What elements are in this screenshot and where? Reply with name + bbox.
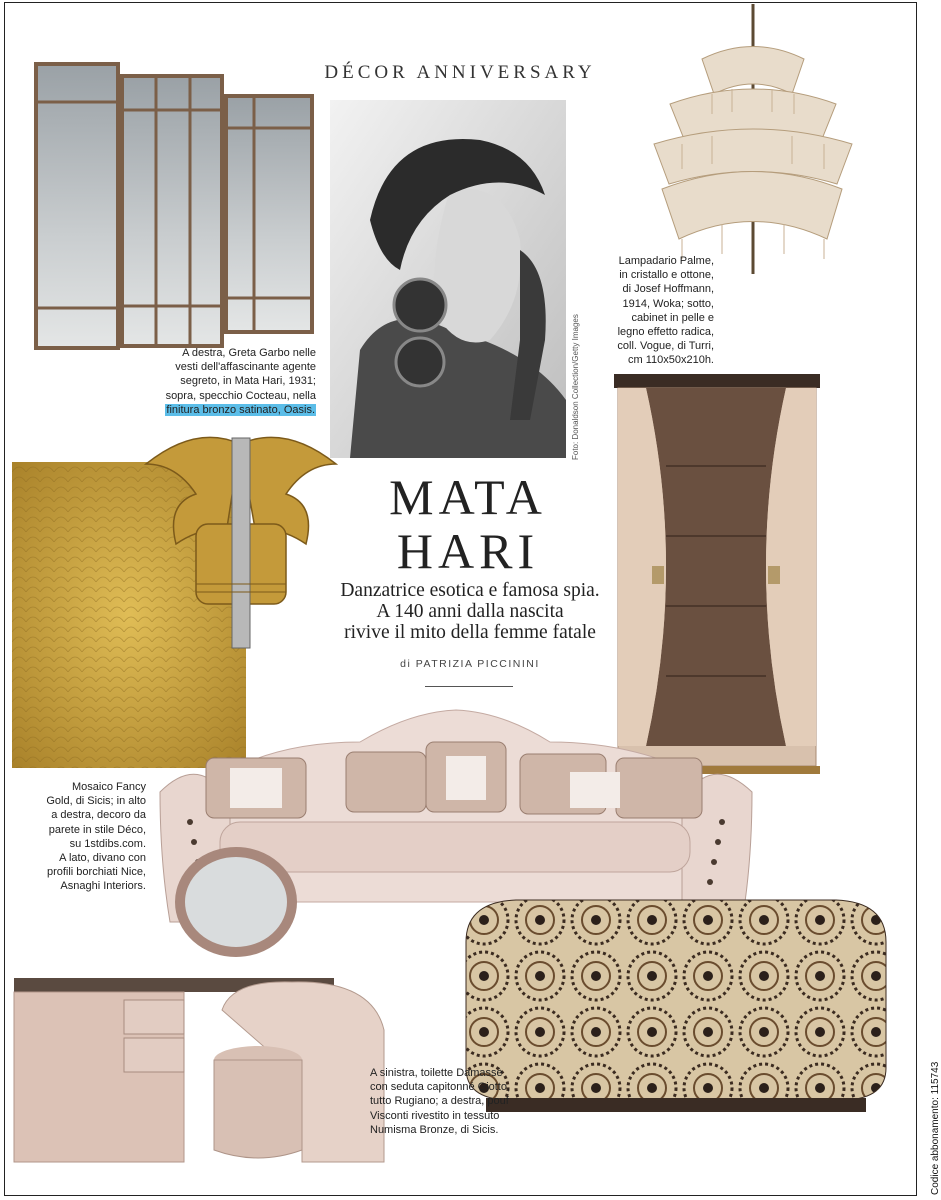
vanity-caption <box>370 1066 570 1137</box>
caption-line: Asnaghi Interiors. <box>60 880 146 893</box>
caption-line: parete in stile Déco, <box>48 823 146 836</box>
chandelier-image <box>652 4 856 280</box>
caption-line: Visconti rivestito in tessuto <box>370 1109 500 1122</box>
subtitle-line: Danzatrice esotica e famosa spia. <box>340 580 600 601</box>
caption-line-brand <box>150 403 316 417</box>
caption-line: 1914, Woka; sotto, <box>622 297 714 310</box>
title-line-2: HARI <box>396 523 540 579</box>
byline: di PATRIZIA PICCININI <box>400 658 540 670</box>
caption-line: cabinet in pelle e <box>631 311 714 324</box>
caption-line: tutto Rugiano; a destra, pouf <box>370 1095 509 1108</box>
subtitle-line: rivive il mito della femme fatale <box>344 622 596 643</box>
caption-line: A lato, divano con <box>59 852 146 865</box>
caption-line: con seduta capitonné Giotto, <box>370 1081 511 1094</box>
caption-line: su 1stdibs.com. <box>69 837 146 850</box>
caption-line: Lampadario Palme, <box>618 255 714 267</box>
caption-line: A destra, Greta Garbo nelle <box>182 347 316 359</box>
title-line-1: MATA <box>389 469 547 525</box>
caption-line: Numisma Bronze, di Sicis. <box>370 1123 499 1136</box>
caption-line: segreto, in Mata Hari, 1931; <box>180 375 316 388</box>
caption-line: profili borchiati Nice, <box>46 866 146 879</box>
caption-line: A sinistra, toilette Damassè <box>370 1067 503 1079</box>
caption-line: di Josef Hoffmann, <box>622 283 714 296</box>
section-kicker: DÉCOR ANNIVERSARY <box>324 62 596 83</box>
caption-line: sopra, specchio Cocteau, nella <box>165 389 316 402</box>
caption-line: in cristallo e ottone, <box>619 269 714 282</box>
article-title <box>338 470 598 578</box>
greta-garbo-photo <box>330 100 566 458</box>
subscription-code: Codice abbonamento: 115743 <box>930 1061 941 1195</box>
photo-credit: Foto: Donaldson Collection/Getty Images <box>571 314 580 460</box>
chandelier-caption <box>588 254 714 368</box>
caption-line: legno effetto radica, <box>617 326 714 339</box>
mirror-image <box>32 58 318 354</box>
subtitle-line: A 140 anni dalla nascita <box>376 601 564 622</box>
title-divider <box>425 686 513 687</box>
brand-highlight: finitura bronzo satinato, Oasis. <box>166 403 315 416</box>
caption-line: cm 110x50x210h. <box>627 354 714 367</box>
caption-line: coll. Vogue, di Turri, <box>617 340 714 353</box>
mirror-caption <box>150 346 316 417</box>
caption-line: vesti dell'affascinante agente <box>175 361 316 374</box>
caption-line: Gold, di Sicis; in alto <box>46 795 146 808</box>
caption-line: a destra, decoro da <box>51 809 146 822</box>
caption-line: Mosaico Fancy <box>72 781 146 793</box>
article-subtitle <box>300 580 640 643</box>
vanity-image <box>12 850 392 1162</box>
